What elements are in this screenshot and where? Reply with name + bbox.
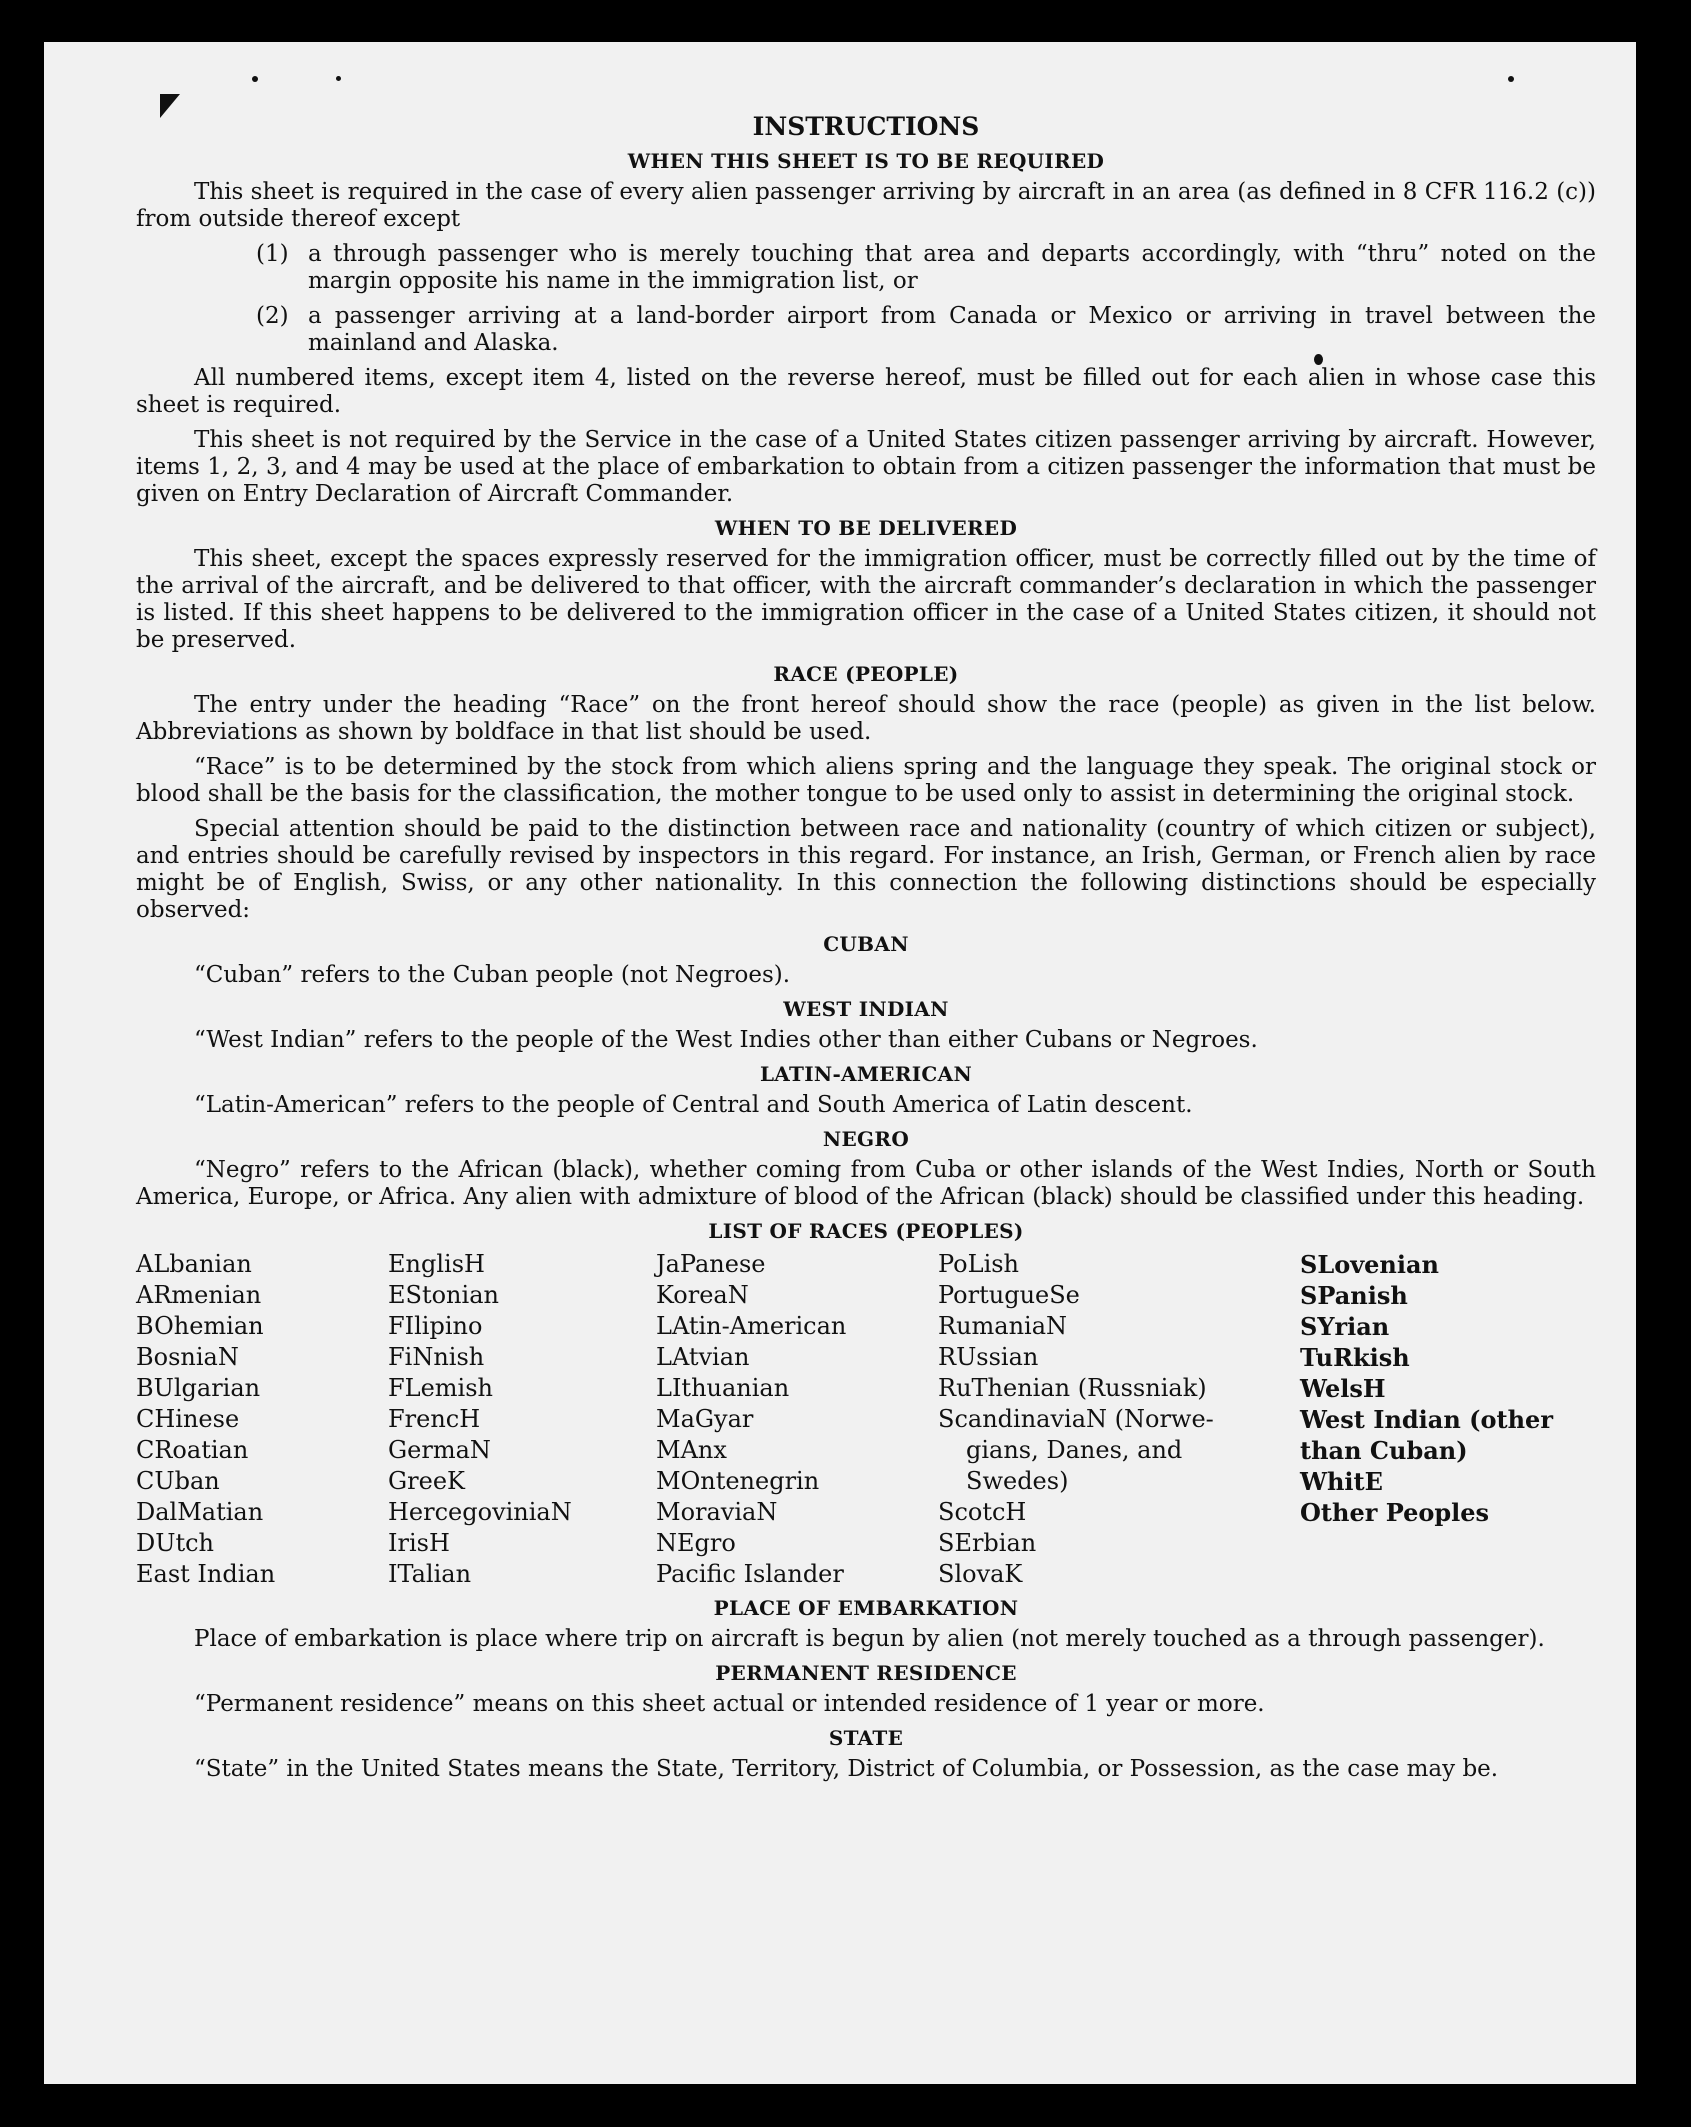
race-entry: BOhemian	[136, 1312, 264, 1340]
race-entry: ARmenian	[136, 1281, 262, 1309]
race-entry: HercegoviniaN	[388, 1498, 572, 1526]
race-entry: ITalian	[388, 1560, 472, 1588]
race-entry: JaPanese	[656, 1250, 766, 1278]
race-entry: FiNnish	[388, 1343, 485, 1371]
race-entry: MoraviaN	[656, 1498, 778, 1526]
heading-west-indian: WEST INDIAN	[783, 997, 949, 1021]
race-entry: DUtch	[136, 1529, 215, 1557]
race-entry: MAnx	[656, 1436, 727, 1464]
item-number: (2)	[256, 303, 289, 329]
race-entry: East Indian	[136, 1560, 276, 1588]
race-entry: CUban	[136, 1467, 220, 1495]
page-title: INSTRUCTIONS	[752, 112, 980, 141]
para-required-intro: This sheet is required in the case of every alien passenger arriving by aircraft in an area (as defined in 8 CFR 116.2 (c)) from outside thereof except	[136, 179, 1596, 232]
race-entry: FrencH	[388, 1405, 481, 1433]
races-column-1	[136, 1249, 388, 1590]
race-entry: GreeK	[388, 1467, 465, 1495]
para-delivered: This sheet, except the spaces expressly reserved for the immigration officer, must be correctly filled out by the time of the arrival of the aircraft, and be delivered to that officer, with the aircraft commander’s declaration in which the passenger is listed. If this sheet happens to be delivered to the immigration officer in the case of a United States citizen, it should not be preserved.	[136, 546, 1596, 653]
race-entry: FIlipino	[388, 1312, 483, 1340]
race-entry: PortugueSe	[938, 1281, 1080, 1309]
para-race-stock: “Race” is to be determined by the stock from which aliens spring and the language they speak. The original stock or blood shall be the basis for the classification, the mother tongue to be used only to assist in determining the original stock.	[136, 754, 1596, 807]
race-entry-continued: than Cuban)	[1300, 1436, 1468, 1465]
race-entry-continued: Swedes)	[966, 1467, 1069, 1495]
para-state: “State” in the United States means the State, Territory, District of Columbia, or Possession, as the case may be.	[194, 1756, 1499, 1782]
para-west-indian: “West Indian” refers to the people of the West Indies other than either Cubans or Negroes.	[194, 1027, 1258, 1053]
heading-permanent-residence: PERMANENT RESIDENCE	[715, 1661, 1017, 1685]
races-column-3	[656, 1249, 938, 1590]
race-entry: West Indian (other	[1300, 1405, 1553, 1434]
heading-when-delivered: WHEN TO BE DELIVERED	[714, 516, 1018, 540]
para-race-entry: The entry under the heading “Race” on the front hereof should show the race (people) as given in the list below. Abbreviations as shown by boldface in that list should be used.	[136, 692, 1596, 745]
race-entry: RUssian	[938, 1343, 1039, 1371]
race-entry: LIthuanian	[656, 1374, 790, 1402]
speck	[1508, 76, 1514, 82]
race-entry: FLemish	[388, 1374, 493, 1402]
race-entry: BUlgarian	[136, 1374, 261, 1402]
item-number: (1)	[256, 241, 289, 267]
race-entry: LAtvian	[656, 1343, 750, 1371]
race-entry: CRoatian	[136, 1436, 249, 1464]
race-entry: MaGyar	[656, 1405, 754, 1433]
heading-state: STATE	[828, 1726, 904, 1750]
para-cuban: “Cuban” refers to the Cuban people (not Negroes).	[194, 962, 791, 988]
race-entry: CHinese	[136, 1405, 240, 1433]
document-page	[44, 42, 1636, 2084]
heading-negro: NEGRO	[822, 1127, 910, 1151]
races-column-5	[1300, 1249, 1596, 1590]
race-entry: MOntenegrin	[656, 1467, 820, 1495]
race-entry: DalMatian	[136, 1498, 264, 1526]
race-entry: TuRkish	[1300, 1343, 1410, 1372]
race-entry: ALbanian	[136, 1250, 252, 1278]
race-entry: ScotcH	[938, 1498, 1027, 1526]
races-table	[136, 1249, 1596, 1590]
speck	[336, 76, 341, 81]
heading-embarkation: PLACE OF EMBARKATION	[713, 1596, 1019, 1620]
item-text: a through passenger who is merely touching that area and departs accordingly, with “thru” noted on the margin opposite his name in the immigration list, or	[308, 241, 1596, 294]
race-entry: KoreaN	[656, 1281, 749, 1309]
race-entry: IrisH	[388, 1529, 450, 1557]
race-entry: RuThenian (Russniak)	[938, 1374, 1207, 1402]
race-entry-continued: gians, Danes, and	[966, 1436, 1183, 1464]
heading-cuban: CUBAN	[823, 932, 909, 956]
heading-when-required: WHEN THIS SHEET IS TO BE REQUIRED	[627, 149, 1105, 173]
para-race-nationality: Special attention should be paid to the distinction between race and nationality (country of which citizen or subject), and entries should be carefully revised by inspectors in this regard. For instance, an Irish, German, or French alien by race might be of English, Swiss, or any other nationality. In this connection the following distinctions should be especially observed:	[136, 816, 1596, 923]
heading-latin-american: LATIN-AMERICAN	[759, 1062, 973, 1086]
heading-list-of-races: LIST OF RACES (PEOPLES)	[708, 1219, 1024, 1243]
race-entry: NEgro	[656, 1529, 736, 1557]
race-entry: WelsH	[1300, 1374, 1386, 1403]
heading-race: RACE (PEOPLE)	[773, 662, 959, 686]
race-entry: Other Peoples	[1300, 1498, 1490, 1527]
para-negro: “Negro” refers to the African (black), whether coming from Cuba or other islands of the West Indies, North or South America, Europe, or Africa. Any alien with admixture of blood of the African (black) should be classified under this heading.	[136, 1157, 1596, 1210]
race-entry: LAtin-American	[656, 1312, 847, 1340]
para-embarkation: Place of embarkation is place where trip on aircraft is begun by alien (not merely touched as a through passenger).	[194, 1626, 1545, 1652]
race-entry: EStonian	[388, 1281, 499, 1309]
race-entry: RumaniaN	[938, 1312, 1068, 1340]
races-column-2	[388, 1249, 656, 1590]
instructions-content	[136, 112, 1596, 1791]
para-latin-american: “Latin-American” refers to the people of Central and South America of Latin descent.	[194, 1092, 1193, 1118]
race-entry: SlovaK	[938, 1560, 1023, 1588]
race-entry: Pacific Islander	[656, 1560, 844, 1588]
para-citizen: This sheet is not required by the Service in the case of a United States citizen passenger arriving by aircraft. However, items 1, 2, 3, and 4 may be used at the place of embarkation to obtain from a citizen passenger the information that must be given on Entry Declaration of Aircraft Commander.	[136, 427, 1596, 507]
race-entry: GermaN	[388, 1436, 491, 1464]
race-entry: BosniaN	[136, 1343, 239, 1371]
item-text: a passenger arriving at a land-border airport from Canada or Mexico or arriving in travel between the mainland and Alaska.	[308, 303, 1596, 356]
race-entry: ScandinaviaN (Norwe-	[938, 1405, 1214, 1433]
race-entry: WhitE	[1300, 1467, 1383, 1496]
race-entry: EnglisH	[388, 1250, 485, 1278]
list-item	[256, 241, 1596, 295]
race-entry: SYrian	[1300, 1312, 1390, 1341]
race-entry: PoLish	[938, 1250, 1020, 1278]
races-column-4	[938, 1249, 1300, 1590]
race-entry: SLovenian	[1300, 1250, 1439, 1279]
race-entry: SPanish	[1300, 1281, 1408, 1310]
speck	[252, 76, 258, 82]
list-item	[256, 303, 1596, 357]
para-permanent-residence: “Permanent residence” means on this sheet actual or intended residence of 1 year or more.	[194, 1691, 1265, 1717]
race-entry: SErbian	[938, 1529, 1037, 1557]
para-numbered-items: All numbered items, except item 4, listed on the reverse hereof, must be filled out for each alien in whose case this sheet is required.	[136, 365, 1596, 418]
